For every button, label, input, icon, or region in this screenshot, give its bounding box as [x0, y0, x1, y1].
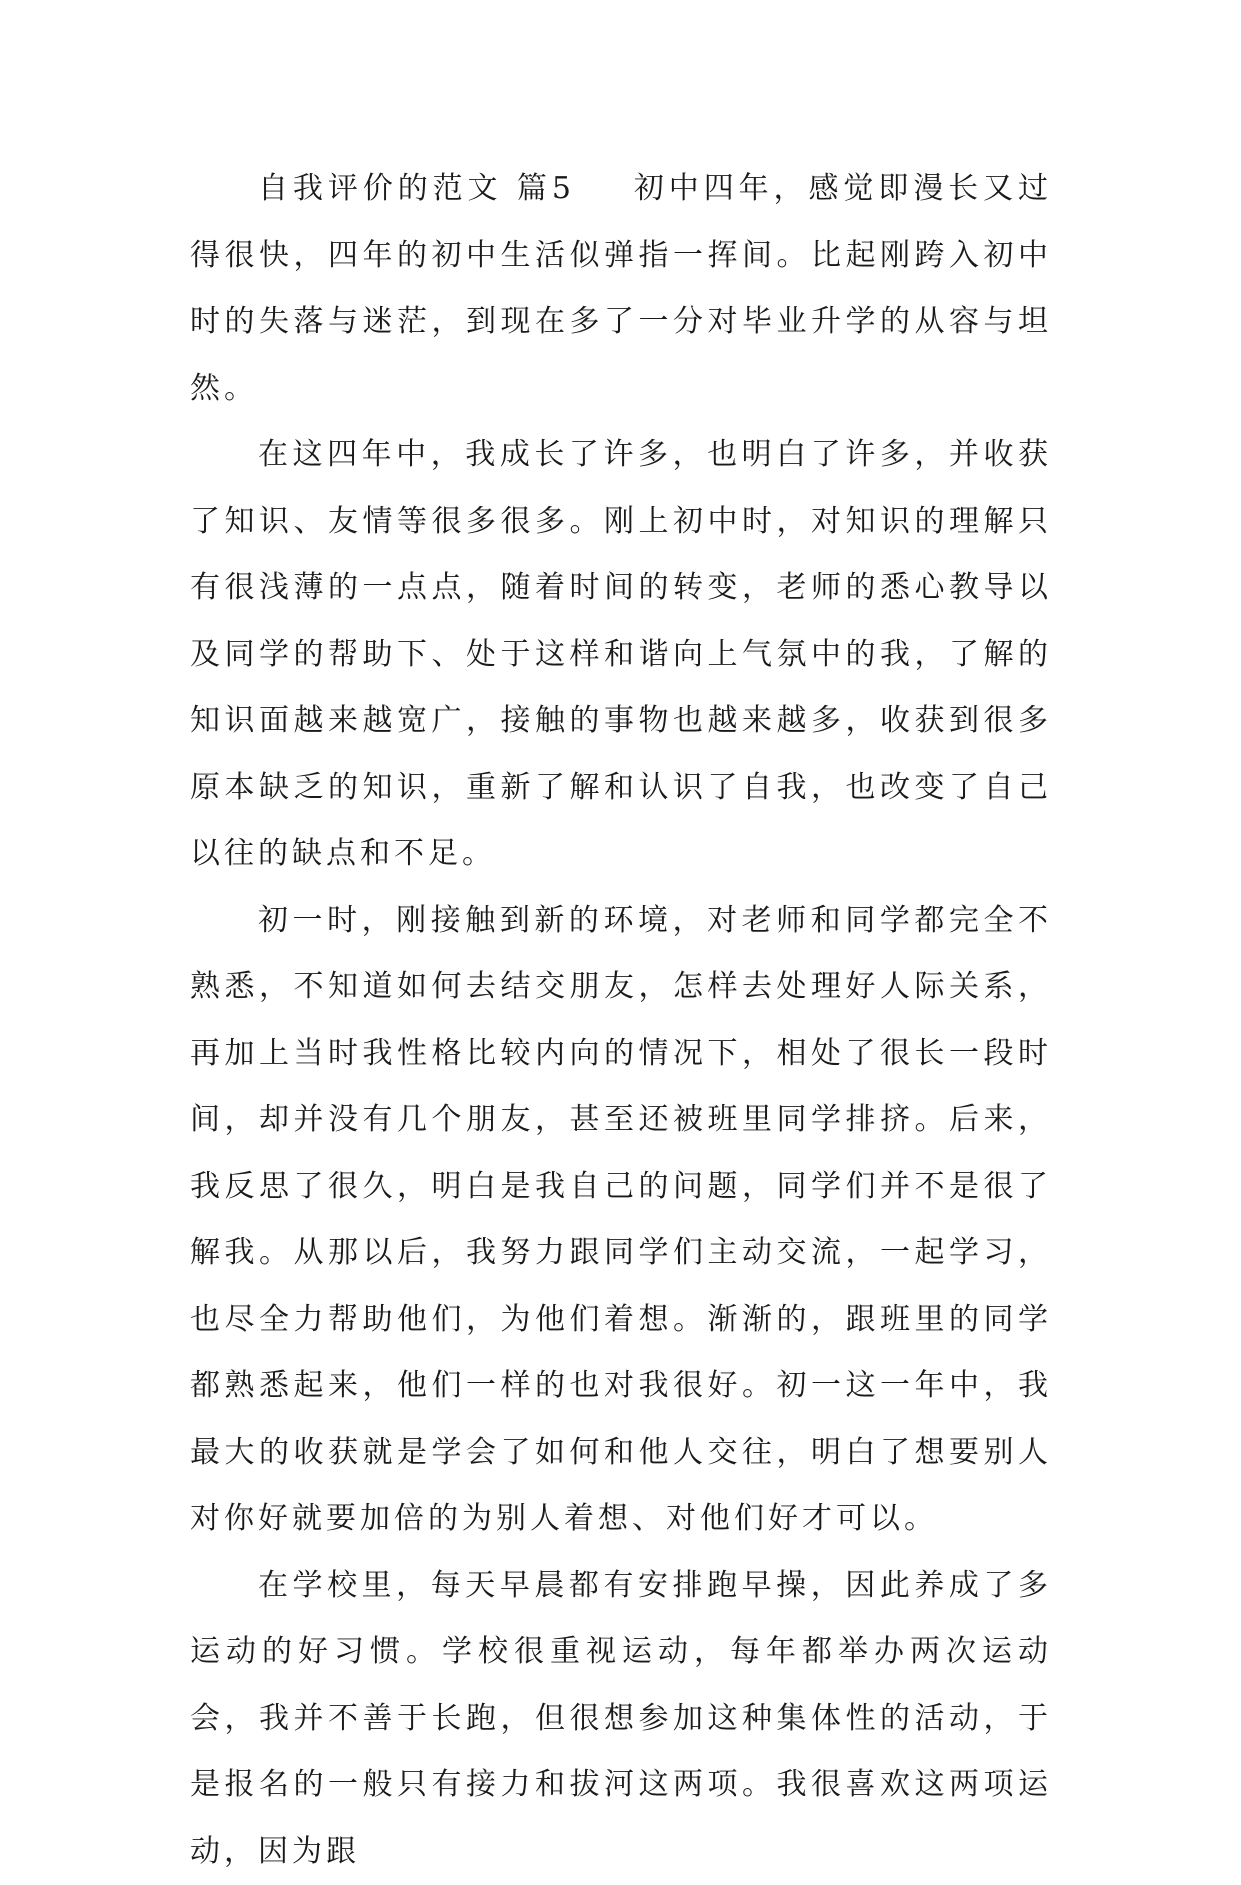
paragraph-2: 在这四年中，我成长了许多，也明白了许多，并收获了知识、友情等很多很多。刚上初中时，对知识的理解只有很浅薄的一点点，随着时间的转变，老师的悉心教导以及同学的帮助下、处于这样和谐向上气氛中的我，了解的知识面越来越宽广，接触的事物也越来越多，收获到很多原本缺乏的知识，重新了解和认识了自我，也改变了自己以往的缺点和不足。 — [190, 422, 1052, 888]
paragraph-1 — [190, 156, 1052, 422]
paragraph-1-text: 初中四年，感觉即漫长又过得很快，四年的初中生活似弹指一挥间。比起刚跨入初中时的失落与迷茫，到现在多了一分对毕业升学的从容与坦然。 — [190, 171, 1052, 406]
paragraph-4: 在学校里，每天早晨都有安排跑早操，因此养成了多运动的好习惯。学校很重视运动，每年都举办两次运动会，我并不善于长跑，但很想参加这种集体性的活动，于是报名的一般只有接力和拔河这两项。我很喜欢这两项运动，因为跟 — [190, 1553, 1052, 1885]
paragraph-3: 初一时，刚接触到新的环境，对老师和同学都完全不熟悉，不知道如何去结交朋友，怎样去处理好人际关系，再加上当时我性格比较内向的情况下，相处了很长一段时间，却并没有几个朋友，甚至还被班里同学排挤。后来，我反思了很久，明白是我自己的问题，同学们并不是很了解我。从那以后，我努力跟同学们主动交流，一起学习，也尽全力帮助他们，为他们着想。渐渐的，跟班里的同学都熟悉起来，他们一样的也对我很好。初一这一年中，我最大的收获就是学会了如何和他人交往，明白了想要别人对你好就要加倍的为别人着想、对他们好才可以。 — [190, 888, 1052, 1553]
document-body — [190, 156, 1052, 1885]
document-title: 自我评价的范文 篇5 — [258, 171, 575, 206]
